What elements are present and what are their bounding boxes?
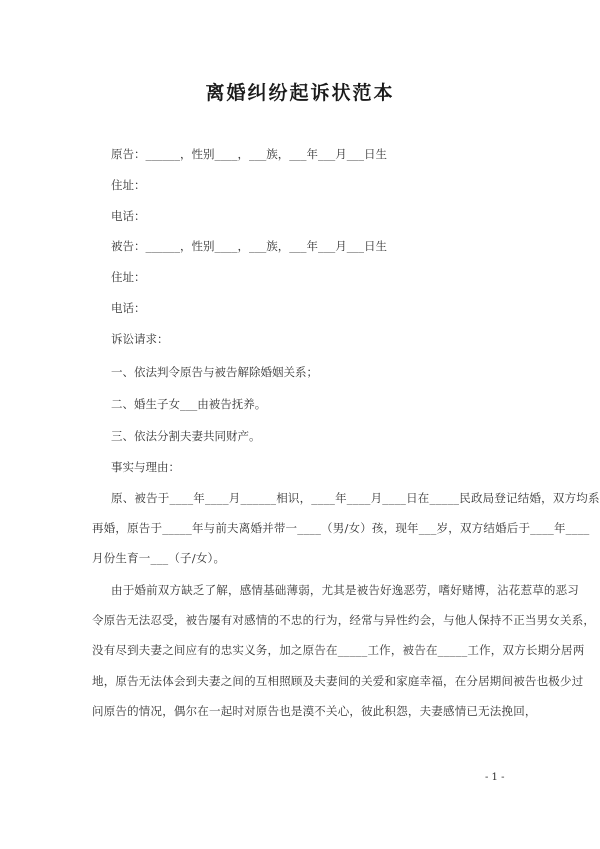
facts-paragraph-2 xyxy=(92,575,596,726)
paragraph-line: 月份生育一___（子/女）。 xyxy=(92,551,226,566)
claims-heading: 诉讼请求： xyxy=(111,332,169,346)
facts-heading: 事实与理由： xyxy=(111,460,180,474)
paragraph-line: 问原告的情况，偶尔在一起时对原告也是漠不关心，彼此积怨，夫妻感情已无法挽回， xyxy=(92,703,537,718)
claim-item: 二、婚生子女___由被告抚养。 xyxy=(111,397,267,411)
page-number: - 1 - xyxy=(485,772,505,783)
document-title: 离婚纠纷起诉状范本 xyxy=(205,82,395,104)
facts-paragraph-1 xyxy=(92,483,600,574)
paragraph-line: 原、被告于____年____月______相识，____年____月____日在_____民政局登记结婚，双方均系 xyxy=(111,491,600,505)
claim-item: 三、依法分割夫妻共同财产。 xyxy=(111,429,261,443)
paragraph-line: 再婚，原告于_____年与前夫离婚并带一____（男/女）孩，现年___岁，双方结婚后于____年____ xyxy=(92,521,590,536)
claim-item: 一、依法判令原告与被告解除婚姻关系； xyxy=(111,365,318,379)
defendant-info-line: 被告：______，性别____，___族，___年___月___日生 xyxy=(111,239,387,253)
paragraph-line: 没有尽到夫妻之间应有的忠实义务，加之原告在_____工作，被告在_____工作，双方长期分居两 xyxy=(92,643,585,658)
paragraph-line: 地，原告无法体会到夫妻之间的互相照顾及夫妻间的关爱和家庭幸福，在分居期间被告也极少过 xyxy=(92,673,584,688)
defendant-address-line: 住址： xyxy=(111,270,146,284)
paragraph-line: 由于婚前双方缺乏了解，感情基础薄弱，尤其是被告好逸恶劳，嗜好赌博，沾花惹草的恶习 xyxy=(111,583,579,597)
defendant-phone-line: 电话： xyxy=(111,301,146,315)
paragraph-line: 令原告无法忍受，被告屡有对感情的不忠的行为，经常与异性约会，与他人保持不正当男女关系， xyxy=(92,613,596,628)
plaintiff-phone-line: 电话： xyxy=(111,209,146,223)
plaintiff-info-line: 原告：______，性别____，___族，___年___月___日生 xyxy=(111,147,387,161)
plaintiff-address-line: 住址： xyxy=(111,178,146,192)
